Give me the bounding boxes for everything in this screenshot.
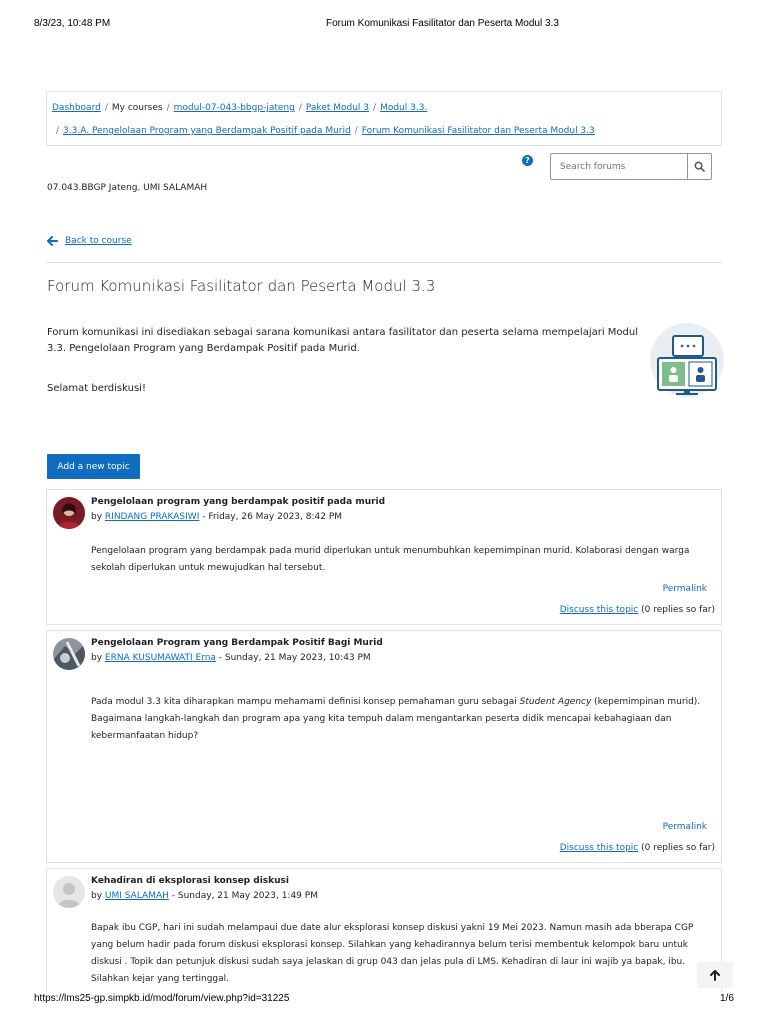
print-page-title: Forum Komunikasi Fasilitator dan Peserta Modul 3.3 <box>326 18 559 29</box>
post-date: - Sunday, 21 May 2023, 10:43 PM <box>218 653 371 663</box>
avatar[interactable] <box>53 638 85 670</box>
breadcrumb-separator: / <box>104 103 108 113</box>
print-datetime: 8/3/23, 10:48 PM <box>34 18 111 29</box>
discuss-topic-link[interactable]: Discuss this topic <box>559 605 639 615</box>
avatar-rindang <box>53 497 85 529</box>
post-date: - Sunday, 21 May 2023, 1:49 PM <box>171 891 318 901</box>
post-message: Pengelolaan program yang berdampak pada murid diperlukan untuk menumbuhkan kepemimpinan murid. Kolaborasi dengan warga sekolah diperlukan untuk mewujudkan hal tersebut. <box>91 546 690 573</box>
avatar[interactable] <box>53 497 85 529</box>
discuss-topic-link[interactable]: Discuss this topic <box>559 843 639 853</box>
breadcrumb-separator: / <box>56 126 60 136</box>
post-byline <box>91 891 318 901</box>
byline-by: by <box>91 653 103 663</box>
arrow-left-icon <box>47 236 58 246</box>
message-text: Pada modul 3.3 kita diharapkan mampu mehamami definisi konsep pemahaman guru sebagai <box>91 697 520 707</box>
post-date: - Friday, 26 May 2023, 8:42 PM <box>202 512 343 522</box>
post-byline <box>91 653 371 663</box>
permalink[interactable]: Permalink <box>662 584 707 594</box>
post-message <box>91 694 711 745</box>
post-card <box>46 489 722 625</box>
post-card <box>46 630 722 863</box>
breadcrumb-section[interactable]: 3.3.A. Pengelolaan Program yang Berdampak Positif pada Murid <box>63 126 351 136</box>
message-text: (kepemimpinan murid). Bagaimana langkah-langkah dan program apa yang kita tempuh dalam mengantarkan peserta didik mencapai kebahagiaan dan kebermanfaatan hidup? <box>91 697 701 741</box>
discuss-topic <box>560 605 715 615</box>
avatar[interactable] <box>53 876 85 908</box>
author-link[interactable]: RINDANG PRAKASIWI <box>104 512 200 522</box>
arrow-up-icon <box>710 970 720 981</box>
help-icon[interactable]: ? <box>522 155 533 166</box>
avatar-erna <box>53 638 85 670</box>
breadcrumb-separator: / <box>373 103 377 113</box>
breadcrumb-modul[interactable]: Modul 3.3. <box>380 103 428 113</box>
page-title: Forum Komunikasi Fasilitator dan Peserta Modul 3.3 <box>47 277 436 295</box>
post-subject: Pengelolaan program yang berdampak positif pada murid <box>91 497 386 507</box>
author-link[interactable]: ERNA KUSUMAWATI Erna <box>104 653 216 663</box>
back-to-course[interactable] <box>47 236 132 246</box>
group-label: 07.043.BBGP Jateng. UMI SALAMAH <box>47 183 208 193</box>
post-subject: Kehadiran di eksplorasi konsep diskusi <box>91 876 289 886</box>
post-message: Bapak ibu CGP, hari ini sudah melampaui due date alur eksplorasi konsep diskusi yakni 19 Mei 2023. Namun masih ada bberapa CGP yang belum hadir pada forum diskusi eksplorasi konsep. Silahkan yang kehadirannya belum terisi membentuk kelompok baru untuk diskusi . Topik dan petunjuk diskusi sudah saya jelaskan di grup 043 dan jelas pula di LMS. Kehadiran di laur ini wajib ya bapak, ibu. Silahkan kejar yang tertinggal. <box>91 923 694 984</box>
forum-greeting: Selamat berdiskusi! <box>47 383 146 394</box>
breadcrumb-separator: / <box>166 103 170 113</box>
author-link[interactable]: UMI SALAMAH <box>104 891 169 901</box>
discuss-topic <box>560 843 715 853</box>
permalink[interactable]: Permalink <box>662 822 707 832</box>
post-subject: Pengelolaan Program yang Berdampak Positif Bagi Murid <box>91 638 383 648</box>
reply-count: (0 replies so far) <box>641 605 715 615</box>
add-new-topic-button[interactable]: Add a new topic <box>47 454 140 479</box>
byline-by: by <box>91 512 103 522</box>
breadcrumb-my-courses: My courses <box>111 103 163 113</box>
message-emphasis: Student Agency <box>519 697 592 707</box>
forum-icon <box>650 323 724 397</box>
breadcrumb-course[interactable]: modul-07-043-bbgp-jateng <box>173 103 295 113</box>
default-avatar-icon <box>53 876 85 908</box>
breadcrumb-dashboard[interactable]: Dashboard <box>52 103 101 113</box>
back-to-course-link[interactable]: Back to course <box>65 236 132 246</box>
search-button[interactable] <box>687 154 711 179</box>
breadcrumb-forum[interactable]: Forum Komunikasi Fasilitator dan Peserta Modul 3.3 <box>361 126 595 136</box>
print-page-number: 1/6 <box>720 993 734 1004</box>
byline-by: by <box>91 891 103 901</box>
forum-intro: Forum komunikasi ini disediakan sebagai sarana komunikasi antara fasilitator dan peserta selama mempelajari Modul 3.3. Pengelolaan Program yang Berdampak Positif pada Murid. <box>47 327 639 354</box>
breadcrumb-separator: / <box>298 103 302 113</box>
breadcrumb <box>46 91 722 146</box>
search-icon <box>694 161 705 172</box>
print-url: https://lms25-gp.simpkb.id/mod/forum/view.php?id=31225 <box>34 993 290 1004</box>
breadcrumb-separator: / <box>354 126 358 136</box>
breadcrumb-paket[interactable]: Paket Modul 3 <box>305 103 370 113</box>
post-card <box>46 868 722 992</box>
search-forums <box>550 153 712 180</box>
divider <box>46 262 722 263</box>
reply-count: (0 replies so far) <box>641 843 715 853</box>
search-input[interactable] <box>551 154 687 179</box>
back-to-top-button[interactable] <box>697 962 733 988</box>
post-byline <box>91 512 342 522</box>
